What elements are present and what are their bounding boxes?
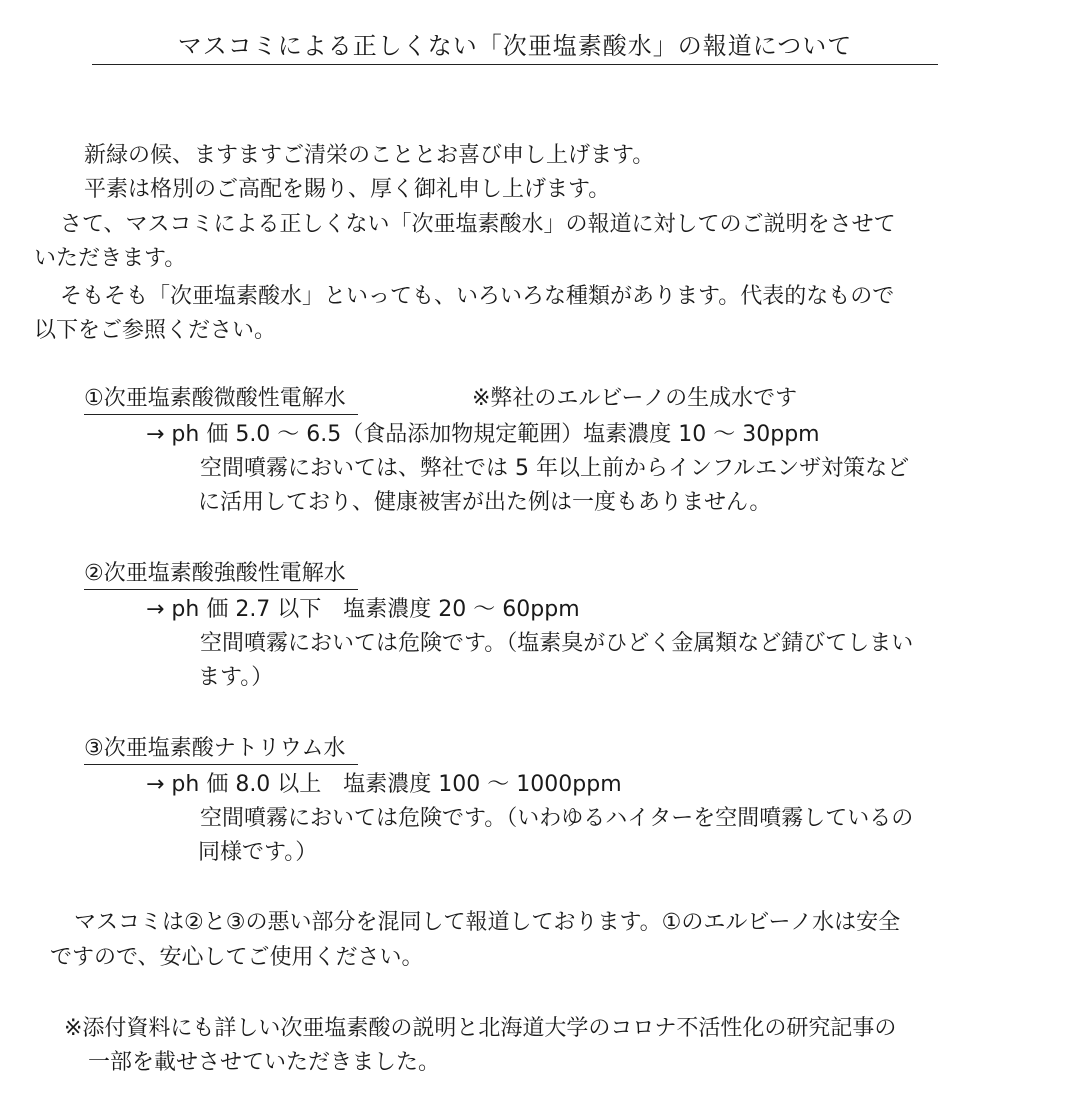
section-1-spec: → ph 価 5.0 〜 6.5（食品添加物規定範囲）塩素濃度 10 〜 30ppm — [146, 422, 820, 447]
section-3-desc-2: 同様です。） — [198, 840, 318, 865]
intro-line-1: さて、マスコミによる正しくない「次亜塩素酸水」の報道に対してのご説明をさせて — [60, 212, 896, 237]
intro-line-2: いただきます。 — [34, 246, 187, 271]
section-1-desc-1: 空間噴霧においては、弊社では 5 年以上前からインフルエンザ対策など — [200, 456, 910, 481]
intro-line-4: 以下をご参照ください。 — [34, 318, 277, 343]
section-2-desc-1: 空間噴霧においては危険です。（塩素臭がひどく金属類など錆びてしまい — [200, 631, 914, 656]
section-2-heading: ②次亜塩素酸強酸性電解水 — [84, 559, 358, 590]
section-2-spec: → ph 価 2.7 以下 塩素濃度 20 〜 60ppm — [146, 597, 580, 622]
greeting-line-1: 新緑の候、ますますご清栄のこととお喜び申し上げます。 — [84, 143, 655, 168]
section-3-spec: → ph 価 8.0 以上 塩素濃度 100 〜 1000ppm — [146, 772, 622, 797]
section-3-desc-1: 空間噴霧においては危険です。（いわゆるハイターを空間噴霧しているの — [200, 806, 914, 831]
conclusion-line-2: ですので、安心してご使用ください。 — [50, 945, 424, 970]
section-1-heading: ①次亜塩素酸微酸性電解水 — [84, 384, 358, 415]
conclusion-line-1: マスコミは②と③の悪い部分を混同して報道しております。①のエルビーノ水は安全 — [74, 910, 901, 935]
section-2-desc-2: ます。） — [198, 665, 274, 690]
document-title: マスコミによる正しくない「次亜塩素酸水」の報道について — [92, 28, 938, 65]
footnote-line-2: 一部を載せさせていただきました。 — [88, 1050, 441, 1075]
greeting-line-2: 平素は格別のご高配を賜り、厚く御礼申し上げます。 — [84, 177, 611, 202]
footnote-line-1: ※添付資料にも詳しい次亜塩素酸の説明と北海道大学のコロナ不活性化の研究記事の — [64, 1016, 897, 1041]
section-1-note: ※弊社のエルビーノの生成水です — [472, 386, 798, 411]
section-3-heading: ③次亜塩素酸ナトリウム水 — [84, 734, 358, 765]
intro-line-3: そもそも「次亜塩素酸水」といっても、いろいろな種類があります。代表的なもので — [60, 284, 895, 309]
section-1-desc-2: に活用しており、健康被害が出た例は一度もありません。 — [198, 490, 772, 515]
